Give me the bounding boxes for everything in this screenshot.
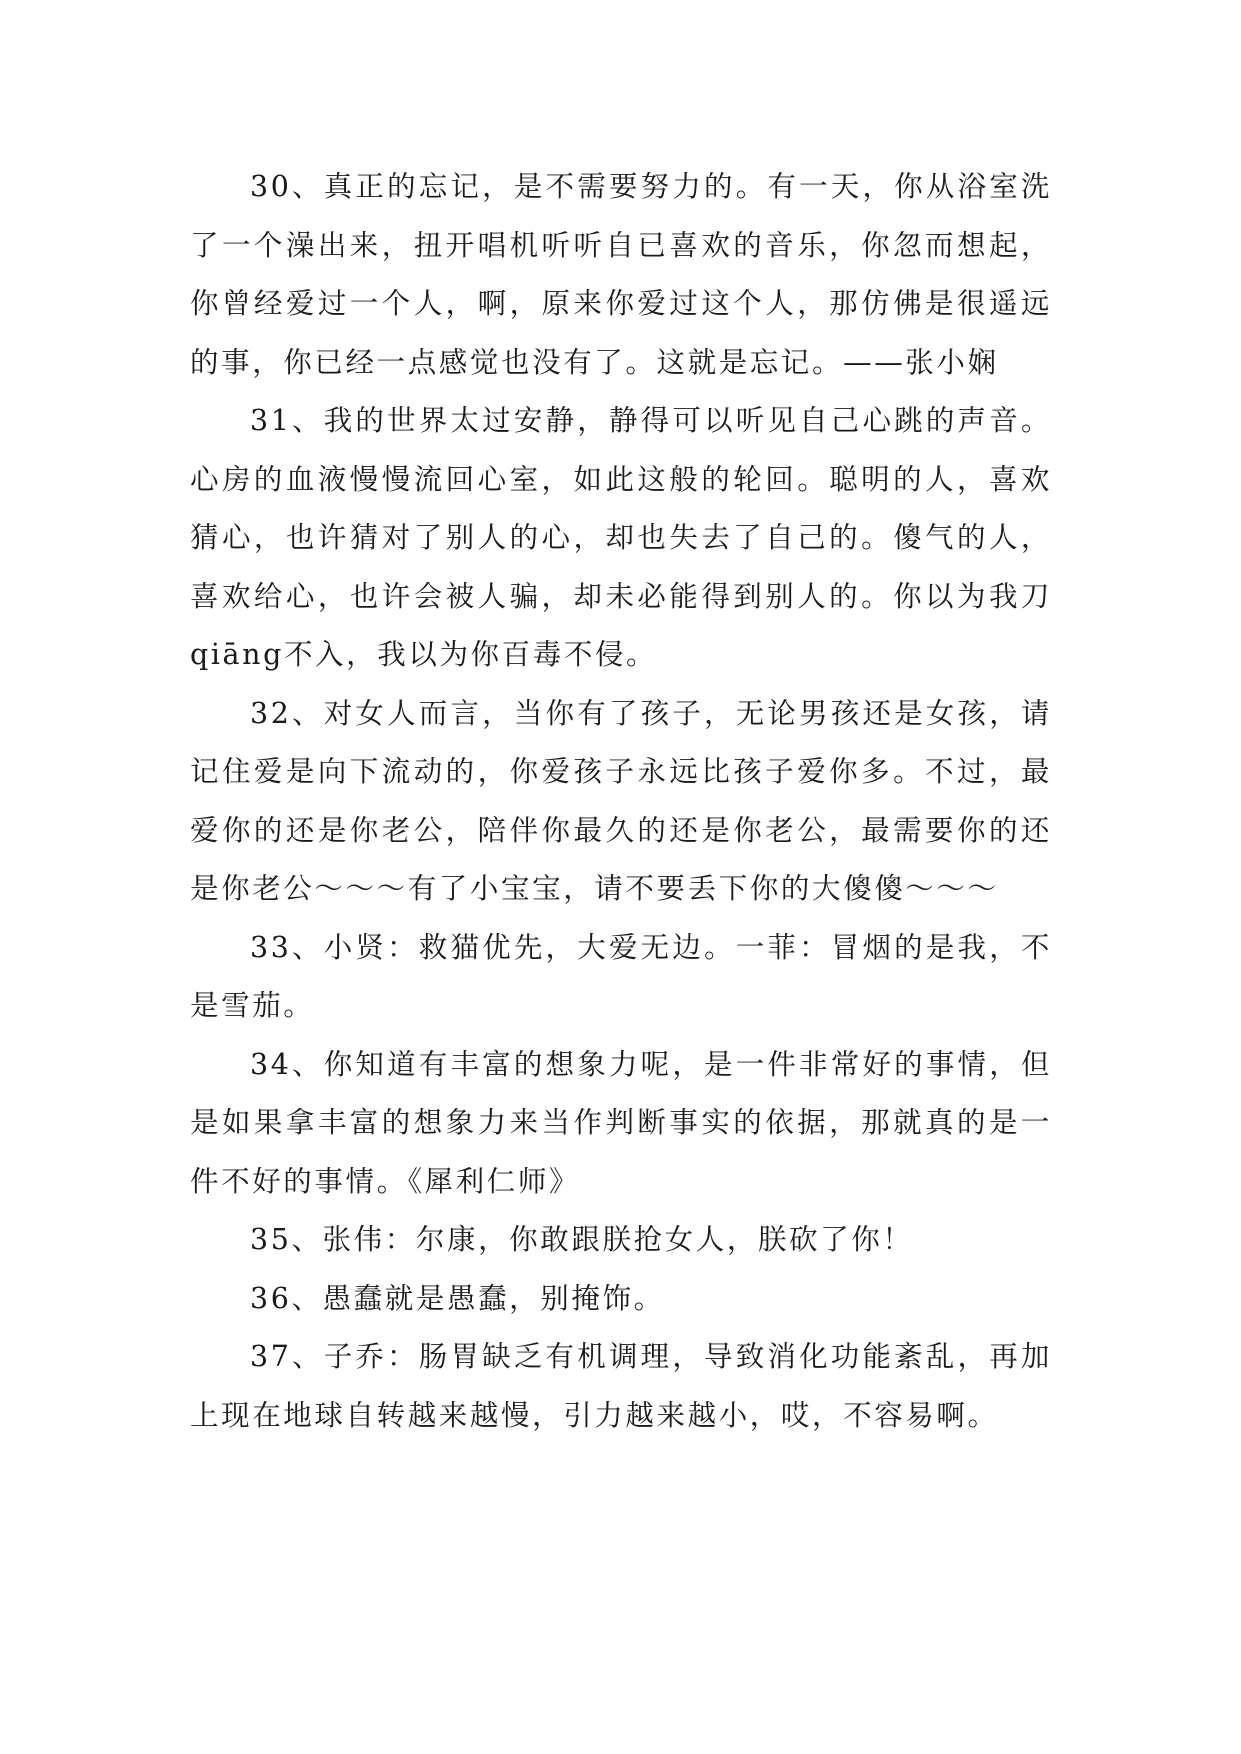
paragraph-32: 32、对女人而言，当你有了孩子，无论男孩还是女孩，请记住爱是向下流动的，你爱孩子永远比孩子爱你多。不过，最爱你的还是你老公，陪伴你最久的还是你老公，最需要你的还是你老公～～～有了小宝宝，请不要丢下你的大傻傻～～～ <box>190 696 1052 905</box>
paragraph-33: 33、小贤：救猫优先，大爱无边。一菲：冒烟的是我，不是雪茄。 <box>190 930 1052 1022</box>
paragraph-35: 35、张伟：尔康，你敢跟朕抢女人，朕砍了你！ <box>250 1223 914 1256</box>
paragraph-37: 37、子乔：肠胃缺乏有机调理，导致消化功能紊乱，再加上现在地球自转越来越慢，引力越来越小，哎，不容易啊。 <box>190 1340 1052 1432</box>
paragraph-31: 31、我的世界太过安静，静得可以听见自己心跳的声音。心房的血液慢慢流回心室，如此这般的轮回。聪明的人，喜欢猜心，也许猜对了别人的心，却也失去了自己的。傻气的人，喜欢给心，也许会被人骗，却未必能得到别人的。你以为我刀qiāng不入，我以为你百毒不侵。 <box>190 404 1052 671</box>
paragraph-30: 30、真正的忘记，是不需要努力的。有一天，你从浴室洗了一个澡出来，扭开唱机听听自已喜欢的音乐，你忽而想起，你曾经爱过一个人，啊，原来你爱过这个人，那仿佛是很遥远的事，你已经一点感觉也没有了。这就是忘记。——张小娴 <box>190 170 1052 379</box>
paragraph-34: 34、你知道有丰富的想象力呢，是一件非常好的事情，但是如果拿丰富的想象力来当作判断事实的依据，那就真的是一件不好的事情。《犀利仁师》 <box>190 1047 1052 1198</box>
document-body <box>190 158 1052 1445</box>
paragraph-36: 36、愚蠢就是愚蠢，别掩饰。 <box>250 1281 665 1315</box>
